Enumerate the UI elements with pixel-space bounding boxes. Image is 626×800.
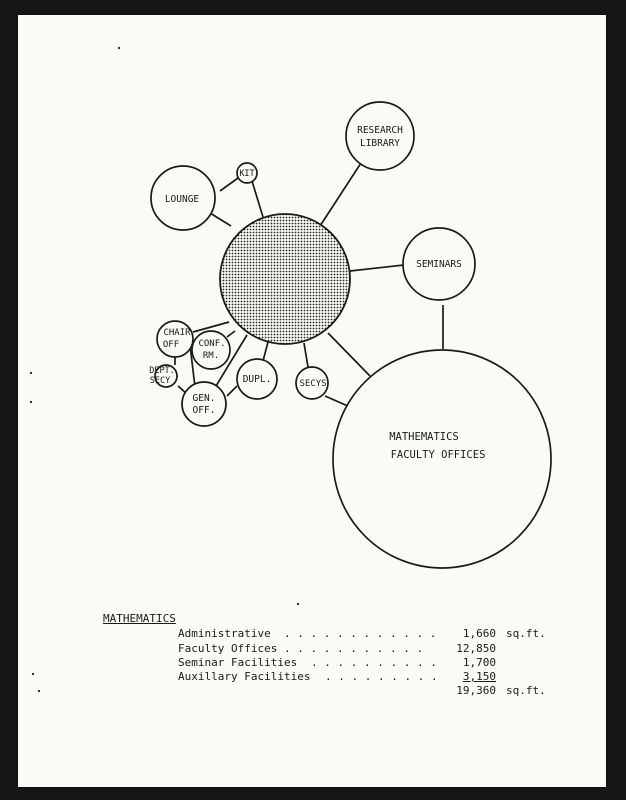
row-auxillary-value: 3,150 xyxy=(462,670,496,683)
node-gen-off xyxy=(182,382,226,426)
dept-secy-label-2: SECY xyxy=(149,376,171,386)
gen-off-label-2: OFF. xyxy=(192,405,216,416)
link-hub-secys xyxy=(304,343,308,367)
central-hub-node xyxy=(220,214,350,344)
node-lounge xyxy=(151,166,215,230)
research-library-label-2: LIBRARY xyxy=(359,138,401,149)
dupl-label: DUPL. xyxy=(242,374,272,385)
row-administrative-unit: sq.ft. xyxy=(506,627,546,640)
row-faculty-leader: . . . . . . . . . . . xyxy=(284,642,424,655)
node-kit xyxy=(237,163,257,183)
gen-off-label-1: GEN. xyxy=(192,393,216,404)
row-administrative-leader: . . . . . . . . . . . . xyxy=(284,627,437,640)
secys-label: SECYS xyxy=(299,379,327,389)
link-genoff-dupl xyxy=(227,386,237,396)
link-hub-library xyxy=(320,163,361,226)
lounge-label: LOUNGE xyxy=(164,194,200,205)
row-administrative-label: Administrative xyxy=(178,627,271,640)
chair-off-label-2: OFF xyxy=(162,340,180,350)
conf-rm-label-2: RM. xyxy=(202,351,220,361)
conf-rm-label-1: CONF. xyxy=(198,339,226,349)
node-secys xyxy=(296,367,328,399)
node-conf-rm xyxy=(192,331,230,369)
link-hub-faculty xyxy=(328,333,370,376)
scan-speck xyxy=(38,690,40,692)
scan-speck xyxy=(297,603,299,605)
link-lounge-kit xyxy=(220,178,238,191)
row-auxillary-label: Auxillary Facilities xyxy=(178,670,311,683)
seminars-label: SEMINARS xyxy=(416,259,462,270)
row-seminar-leader: . . . . . . . . . . xyxy=(311,656,437,669)
chair-off-label-1: CHAIR xyxy=(163,328,191,338)
link-hub-dupl xyxy=(263,342,268,361)
node-faculty-offices xyxy=(333,350,551,568)
scan-speck xyxy=(32,673,34,675)
row-faculty-label: Faculty Offices xyxy=(178,642,278,655)
scan-speck xyxy=(30,401,32,403)
row-administrative-value: 1,660 xyxy=(462,627,496,640)
node-seminars xyxy=(403,228,475,300)
link-hub-kit xyxy=(252,181,263,217)
scan-speck xyxy=(118,47,120,49)
scan-speck xyxy=(30,372,32,374)
link-hub-conf xyxy=(227,331,235,337)
row-faculty-value: 12,850 xyxy=(456,642,496,655)
faculty-offices-label-1: MATHEMATICS xyxy=(389,431,459,443)
kit-label: KIT xyxy=(239,169,255,179)
row-seminar-value: 1,700 xyxy=(462,656,496,669)
row-auxillary-leader: . . . . . . . . . xyxy=(325,670,438,683)
link-hub-seminars xyxy=(350,265,404,271)
node-chair-off xyxy=(157,321,193,357)
node-dupl xyxy=(237,359,277,399)
total-unit: sq.ft. xyxy=(506,684,546,697)
faculty-offices-label-2: FACULTY OFFICES xyxy=(390,449,486,461)
summary-heading: MATHEMATICS xyxy=(103,612,176,625)
row-seminar-label: Seminar Facilities xyxy=(178,656,298,669)
total-value: 19,360 xyxy=(456,684,496,697)
dept-secy-label-1: DEPT. xyxy=(149,366,175,376)
research-library-label-1: RESEARCH xyxy=(357,125,403,136)
node-research-library xyxy=(346,102,414,170)
node-dept-secy xyxy=(149,365,177,387)
